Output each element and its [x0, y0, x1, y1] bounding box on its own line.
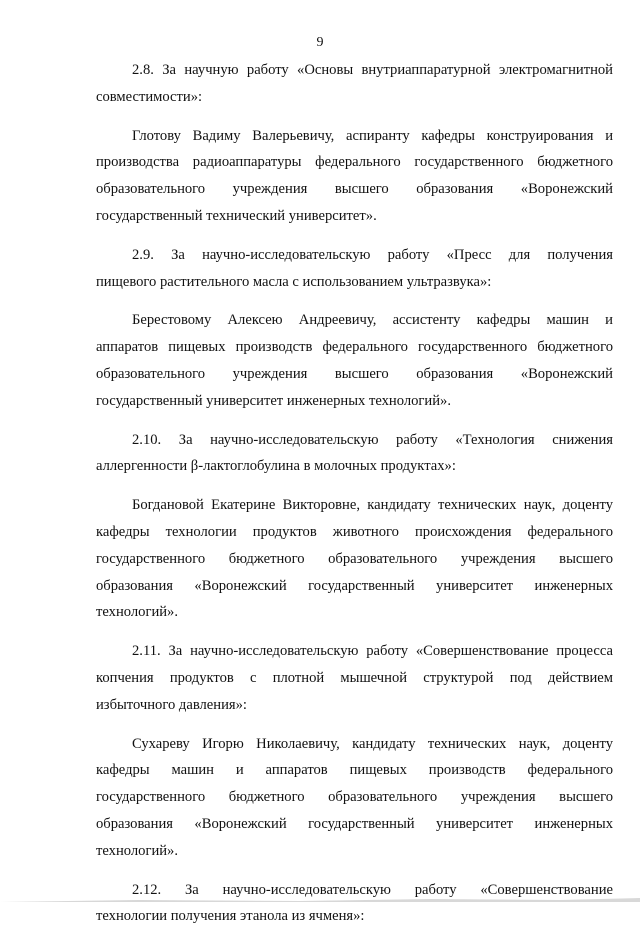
text-line: 2.9. За научно-исследовательскую работу «Пресс для получения: [132, 246, 613, 263]
paragraph-2-11-recipient: [96, 731, 613, 865]
text-line: технологий».: [96, 842, 179, 859]
scan-edge-mark: [0, 894, 640, 902]
text-line: образовательного учреждения высшего образования «Воронежский: [96, 181, 613, 198]
text-line: Глотову Вадиму Валерьевичу, аспиранту кафедры конструирования и: [132, 127, 613, 144]
text-line: кафедры технологии продуктов животного происхождения федерального: [96, 523, 613, 540]
text-line: 2.12. За научно-исследовательскую работу «Совершенствование: [132, 881, 613, 898]
text-line: кафедры машин и аппаратов пищевых производств федерального: [96, 762, 613, 779]
text-line: Берестовому Алексею Андреевичу, ассистенту кафедры машин и: [132, 312, 613, 329]
text-line: государственного бюджетного образовательного учреждения высшего: [96, 550, 613, 567]
text-line: технологий».: [96, 604, 179, 621]
paragraph-2-10-recipient: [96, 492, 613, 626]
text-line: совместимости»:: [96, 88, 203, 105]
text-line: копчения продуктов с плотной мышечной структурой под действием: [96, 669, 613, 686]
text-line: производства радиоаппаратуры федерального государственного бюджетного: [96, 154, 613, 171]
document-body: [96, 57, 613, 942]
text-line: государственный университет инженерных технологий».: [96, 392, 451, 409]
paragraph-2-9-title: [96, 242, 613, 296]
text-line: образования «Воронежский государственный университет инженерных: [96, 577, 613, 594]
text-line: образования «Воронежский государственный университет инженерных: [96, 815, 613, 832]
text-line: 2.11. За научно-исследовательскую работу «Совершенствование процесса: [132, 643, 613, 660]
text-line: Сухареву Игорю Николаевичу, кандидату технических наук, доценту: [132, 735, 613, 752]
text-line: 2.8. За научную работу «Основы внутриаппаратурной электромагнитной: [132, 62, 613, 78]
paragraph-2-12-title: [96, 877, 613, 931]
paragraph-2-11-title: [96, 638, 613, 718]
text-line: 2.10. За научно-исследовательскую работу «Технология снижения: [132, 431, 613, 448]
page-number: 9: [316, 35, 324, 50]
text-line: избыточного давления»:: [96, 696, 247, 713]
text-line: государственный технический университет».: [96, 207, 377, 224]
paragraph-2-9-recipient: [96, 307, 613, 414]
text-line: технологии получения этанола из ячменя»:: [96, 908, 365, 925]
text-line: пищевого растительного масла с использованием ультразвука»:: [96, 273, 492, 290]
text-line: Богдановой Екатерине Викторовне, кандидату технических наук, доценту: [132, 497, 613, 514]
text-line: аппаратов пищевых производств федерального государственного бюджетного: [96, 339, 613, 356]
text-line: государственного бюджетного образовательного учреждения высшего: [96, 789, 613, 806]
paragraph-2-8-title: [96, 57, 613, 111]
text-line: образовательного учреждения высшего образования «Воронежский: [96, 365, 613, 382]
text-line: аллергенности β-лактоглобулина в молочных продуктах»:: [96, 458, 456, 475]
paragraph-2-10-title: [96, 427, 613, 481]
paragraph-2-8-recipient: [96, 123, 613, 230]
